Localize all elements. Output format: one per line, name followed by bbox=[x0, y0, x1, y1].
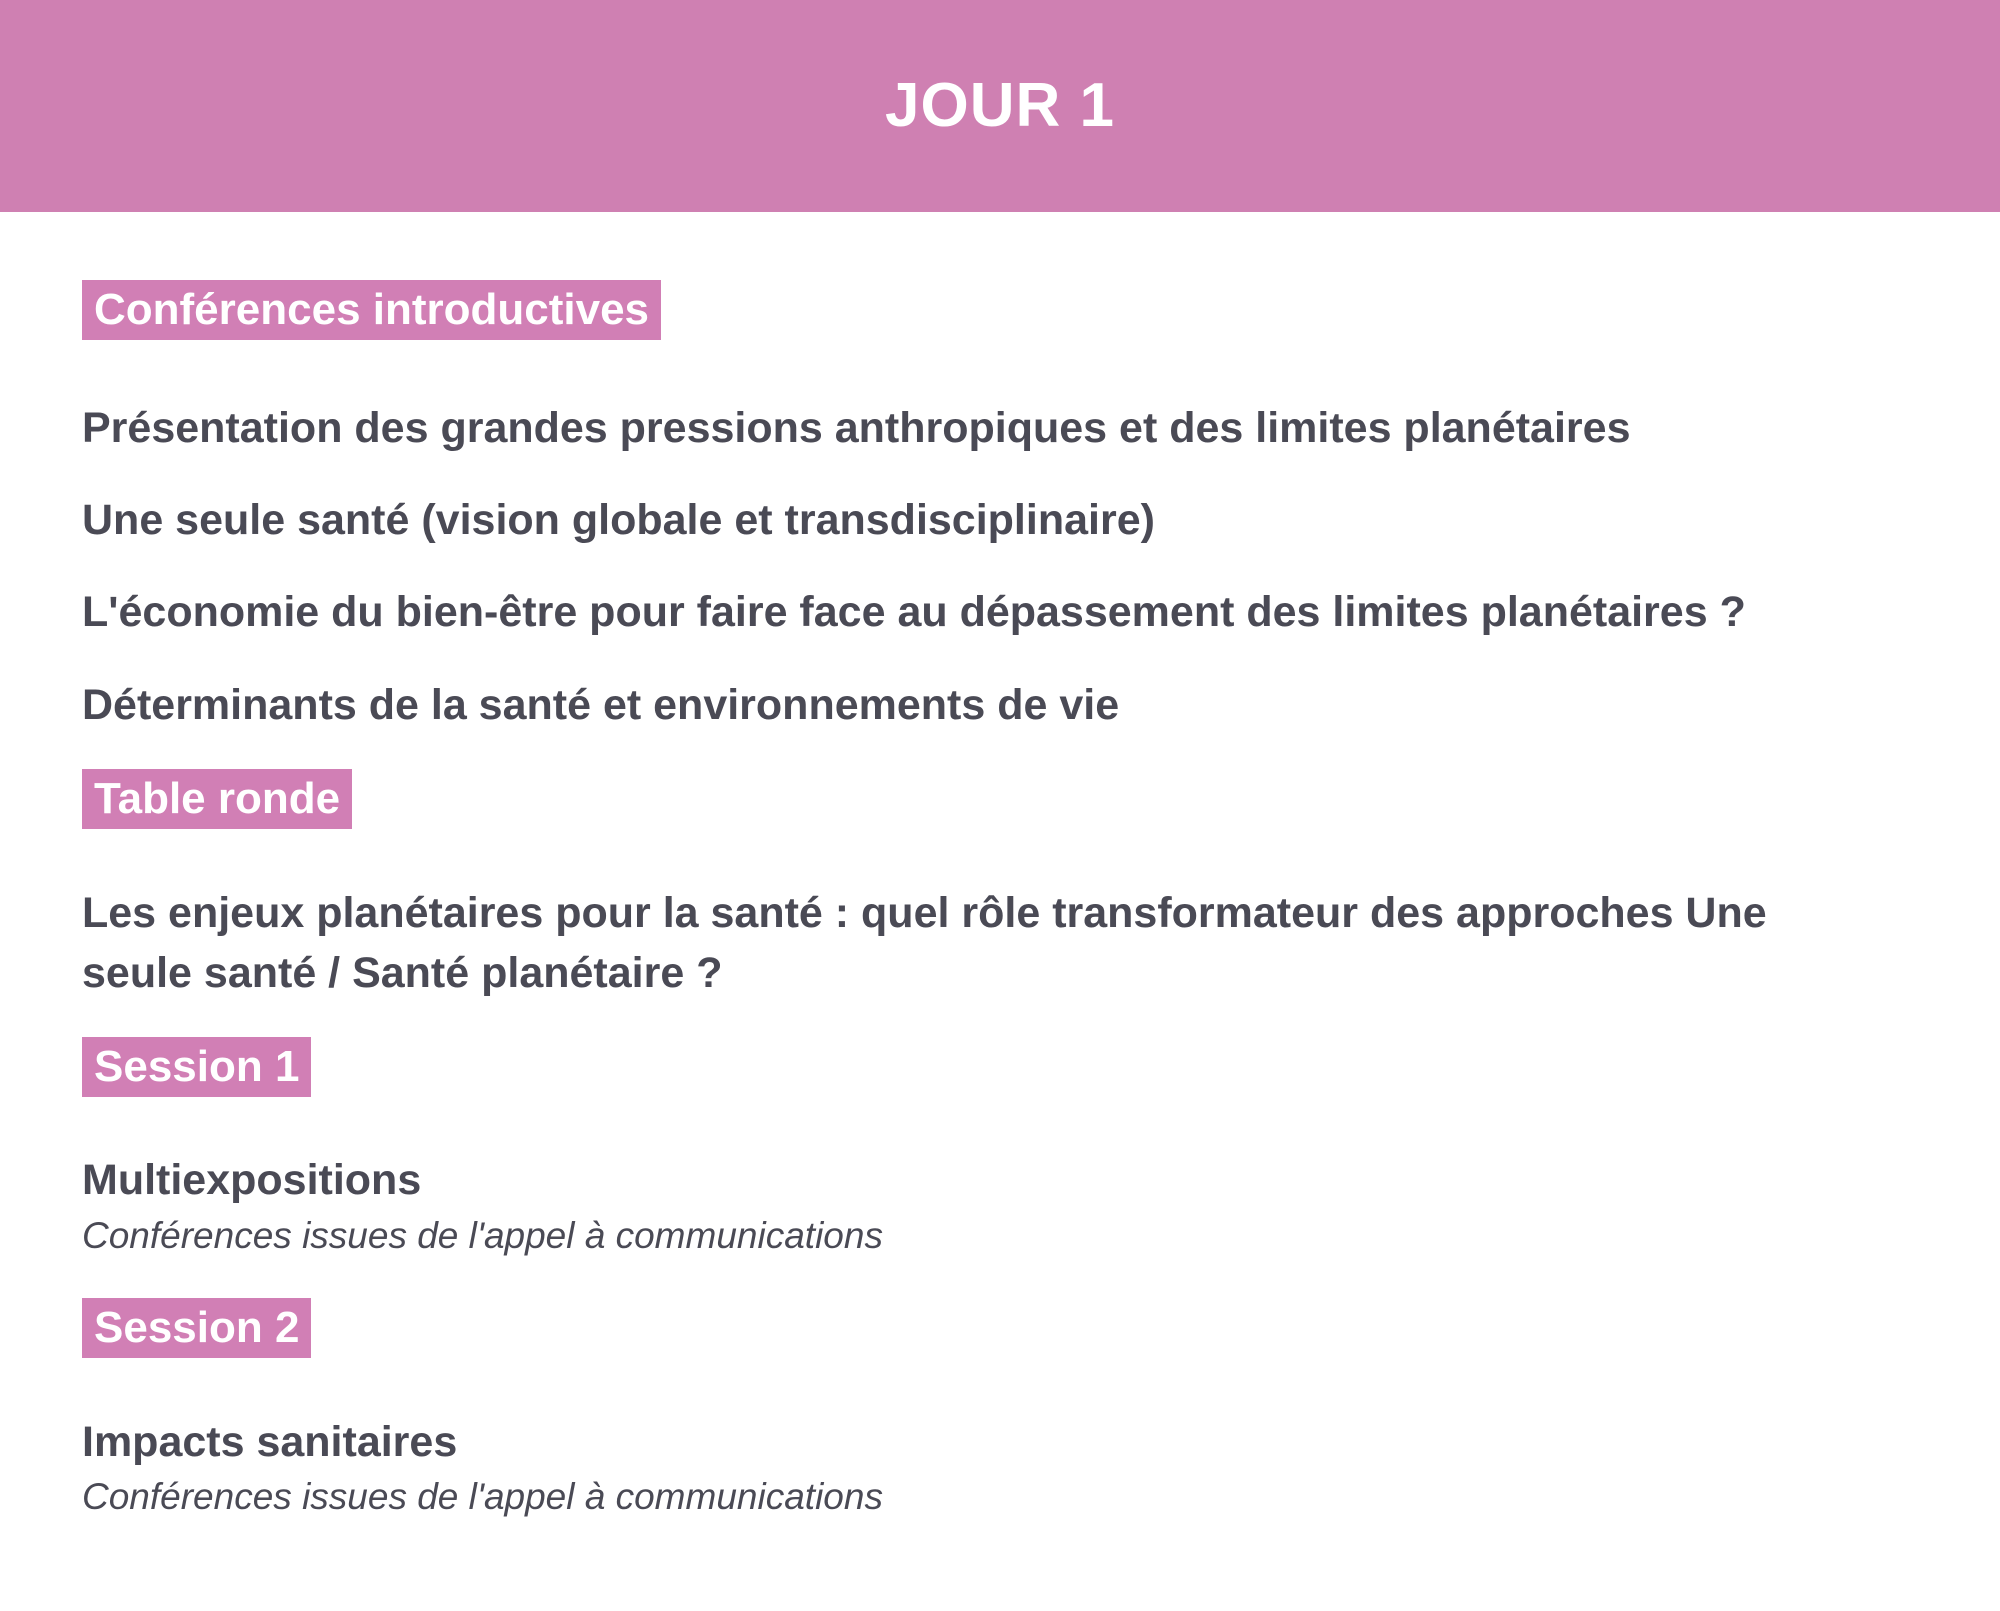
session-subtitle: Conférences issues de l'appel à communications bbox=[82, 1215, 883, 1256]
day-title: JOUR 1 bbox=[885, 70, 1115, 140]
section-badge-conferences-introductives: Conférences introductives bbox=[82, 280, 661, 340]
section-badge-session-2: Session 2 bbox=[82, 1298, 311, 1358]
session-title: Multiexpositions bbox=[82, 1156, 422, 1204]
session-title: Impacts sanitaires bbox=[82, 1418, 458, 1466]
program-item: Déterminants de la santé et environnements de vie bbox=[82, 681, 1120, 729]
day-header bbox=[0, 0, 2000, 212]
program-item: Les enjeux planétaires pour la santé : quel rôle transformateur des approches Une seule santé / Santé planétaire ? bbox=[82, 889, 1767, 997]
program-item: Une seule santé (vision globale et transdisciplinaire) bbox=[82, 496, 1155, 544]
session-subtitle: Conférences issues de l'appel à communications bbox=[82, 1476, 883, 1517]
program-item: L'économie du bien-être pour faire face au dépassement des limites planétaires ? bbox=[82, 588, 1746, 636]
program-item: Présentation des grandes pressions anthropiques et des limites planétaires bbox=[82, 404, 1631, 452]
section-badge-table-ronde: Table ronde bbox=[82, 769, 352, 829]
section-badge-session-1: Session 1 bbox=[82, 1037, 311, 1097]
